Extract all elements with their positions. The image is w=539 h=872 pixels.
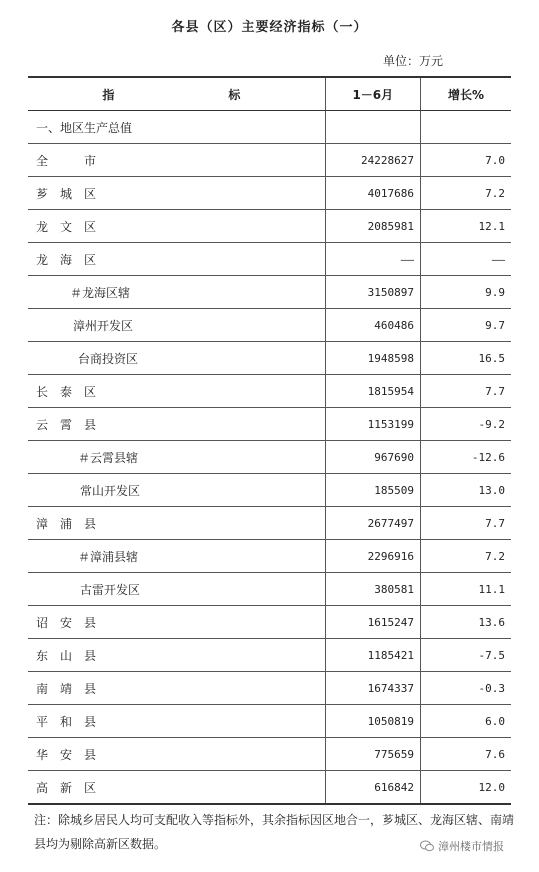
- row-growth: 9.7: [420, 309, 511, 342]
- row-value: 616842: [325, 771, 420, 805]
- row-growth: -9.2: [420, 408, 511, 441]
- table-row: [28, 243, 511, 276]
- row-value: 775659: [325, 738, 420, 771]
- row-value: 2085981: [325, 210, 420, 243]
- table-row: [28, 507, 511, 540]
- row-growth: 12.1: [420, 210, 511, 243]
- row-label: 平 和 县: [28, 705, 325, 738]
- table-row: [28, 474, 511, 507]
- row-label: 漳州开发区: [28, 309, 325, 342]
- row-label: 全 市: [28, 144, 325, 177]
- row-label: 常山开发区: [28, 474, 325, 507]
- row-growth: 16.5: [420, 342, 511, 375]
- row-value: [325, 111, 420, 144]
- row-value: 1050819: [325, 705, 420, 738]
- table-row: [28, 111, 511, 144]
- wechat-icon: [420, 840, 434, 852]
- row-growth: 7.2: [420, 177, 511, 210]
- row-value: 460486: [325, 309, 420, 342]
- table-row: [28, 771, 511, 805]
- table-row: [28, 408, 511, 441]
- row-growth: ——: [420, 243, 511, 276]
- row-value: 2296916: [325, 540, 420, 573]
- footnote: 注：除城乡居民人均可支配收入等指标外，其余指标因区地合一，芗城区、龙海区辖、南靖县均为剔除高新区数据。: [34, 813, 515, 851]
- row-value: 3150897: [325, 276, 420, 309]
- row-value: 1615247: [325, 606, 420, 639]
- table-row: [28, 375, 511, 408]
- row-value: 1674337: [325, 672, 420, 705]
- row-label: 龙 海 区: [28, 243, 325, 276]
- table-row: [28, 309, 511, 342]
- row-value: 185509: [325, 474, 420, 507]
- table-row: [28, 639, 511, 672]
- table-row: [28, 210, 511, 243]
- header-period: 1－6月: [325, 77, 420, 111]
- table-header-row: [28, 77, 511, 111]
- row-label: 南 靖 县: [28, 672, 325, 705]
- row-growth: -7.5: [420, 639, 511, 672]
- table-row: [28, 672, 511, 705]
- indicator-table: [28, 76, 511, 805]
- row-label: 华 安 县: [28, 738, 325, 771]
- row-value: 1185421: [325, 639, 420, 672]
- row-growth: 13.6: [420, 606, 511, 639]
- row-label: 漳 浦 县: [28, 507, 325, 540]
- table-row: [28, 540, 511, 573]
- row-growth: 11.1: [420, 573, 511, 606]
- row-label: 东 山 县: [28, 639, 325, 672]
- watermark-text: 漳州楼市情报: [438, 840, 504, 853]
- table-row: [28, 705, 511, 738]
- row-label: 古雷开发区: [28, 573, 325, 606]
- header-growth: 增长%: [420, 77, 511, 111]
- row-label: 诏 安 县: [28, 606, 325, 639]
- row-value: 967690: [325, 441, 420, 474]
- row-label: ＃漳浦县辖: [28, 540, 325, 573]
- table-row: [28, 573, 511, 606]
- row-value: 1153199: [325, 408, 420, 441]
- row-growth: -12.6: [420, 441, 511, 474]
- row-growth: [420, 111, 511, 144]
- row-growth: 9.9: [420, 276, 511, 309]
- row-growth: 7.0: [420, 144, 511, 177]
- row-label: 龙 文 区: [28, 210, 325, 243]
- row-value: 380581: [325, 573, 420, 606]
- row-label: 台商投资区: [28, 342, 325, 375]
- row-growth: 7.6: [420, 738, 511, 771]
- row-label: 云 霄 县: [28, 408, 325, 441]
- row-label: 高 新 区: [28, 771, 325, 805]
- table-row: [28, 177, 511, 210]
- row-label: 芗 城 区: [28, 177, 325, 210]
- row-growth: 7.7: [420, 375, 511, 408]
- row-value: 1948598: [325, 342, 420, 375]
- row-growth: 7.7: [420, 507, 511, 540]
- row-label: 一、地区生产总值: [28, 111, 325, 144]
- row-value: 2677497: [325, 507, 420, 540]
- watermark: [420, 838, 504, 854]
- row-value: 24228627: [325, 144, 420, 177]
- table-row: [28, 738, 511, 771]
- row-growth: -0.3: [420, 672, 511, 705]
- table-row: [28, 606, 511, 639]
- row-growth: 7.2: [420, 540, 511, 573]
- row-label: ＃云霄县辖: [28, 441, 325, 474]
- table-row: [28, 342, 511, 375]
- row-growth: 12.0: [420, 771, 511, 805]
- row-growth: 13.0: [420, 474, 511, 507]
- header-indicator: 指 标: [28, 77, 325, 111]
- row-label: ＃龙海区辖: [28, 276, 325, 309]
- row-growth: 6.0: [420, 705, 511, 738]
- row-value: 4017686: [325, 177, 420, 210]
- unit-label: 单位：万元: [382, 54, 443, 68]
- table-row: [28, 441, 511, 474]
- row-value: 1815954: [325, 375, 420, 408]
- row-value: ——: [325, 243, 420, 276]
- table-title: 各县（区）主要经济指标（一）: [171, 20, 368, 35]
- table-row: [28, 144, 511, 177]
- row-label: 长 泰 区: [28, 375, 325, 408]
- table-row: [28, 276, 511, 309]
